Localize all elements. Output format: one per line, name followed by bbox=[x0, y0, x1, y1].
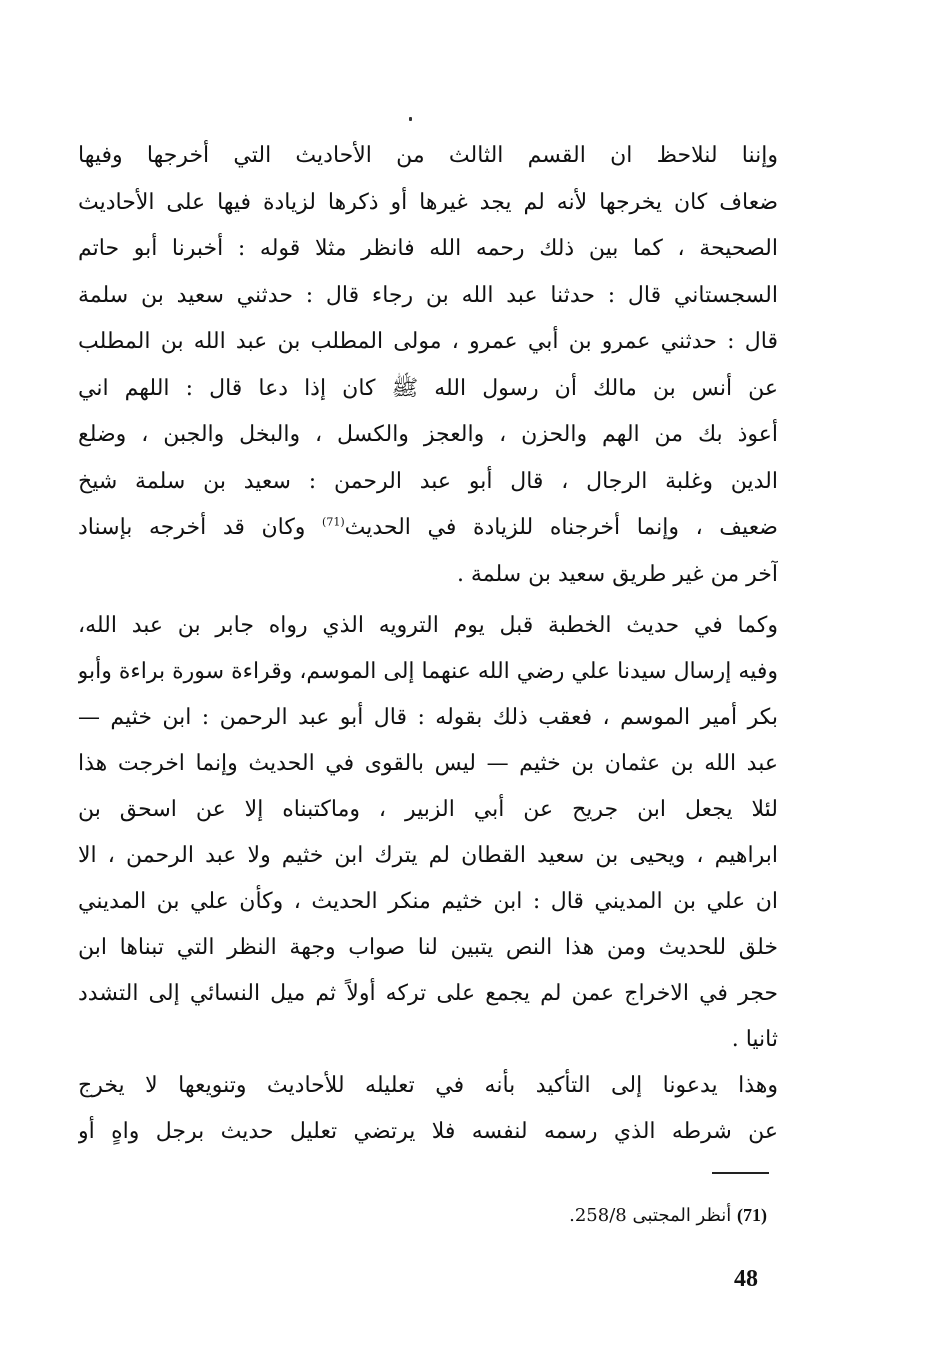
text-line: الدين وغلبة الرجال ، قال أبو عبد الرحمن : سعيد بن سلمة شيخ bbox=[78, 468, 778, 494]
text-line: ابراهيم ، ويحيى بن سعيد القطان لم يترك ابن خثيم ولا عبد الرحمن ، الا bbox=[78, 843, 778, 868]
text-line-with-footnote-ref bbox=[78, 505, 778, 552]
text-line: آخر من غير طريق سعيد بن سلمة . bbox=[456, 561, 778, 587]
text-line: بكر أمير الموسم ، فعقب ذلك بقوله : قال أبو عبد الرحمن : ابن خثيم — bbox=[78, 705, 778, 730]
text-line: ان علي بن المديني قال : ابن خثيم منكر الحديث ، وكأن علي بن المديني bbox=[78, 889, 778, 914]
paragraph-2 bbox=[78, 603, 778, 1063]
paragraph-1 bbox=[78, 133, 778, 598]
text-line: ثانيا . bbox=[731, 1027, 778, 1052]
text-line: عبد الله بن عثمان بن خثيم — ليس بالقوى في الحديث وإنما اخرجت هذا bbox=[78, 751, 778, 776]
text-line: السجستاني قال : حدثنا عبد الله بن رجاء قال : حدثني سعيد بن سلمة bbox=[78, 282, 778, 308]
text-line: الصحيحة ، كما بين ذلك رحمه الله فانظر مثلا قوله : أخبرنا أبو حاتم bbox=[78, 236, 778, 261]
text-segment: ضعيف ، وإنما أخرجناه للزيادة في الحديث bbox=[344, 515, 778, 540]
paragraph-3 bbox=[78, 1063, 778, 1155]
footnote-reference[interactable]: (71) bbox=[322, 515, 345, 529]
text-line: وإننا لنلاحظ ان القسم الثالث من الأحاديث التي أخرجها وفيها bbox=[78, 143, 778, 168]
page-number: 48 bbox=[734, 1266, 758, 1292]
footnote-number: (71) bbox=[737, 1205, 767, 1225]
text-line: وهذا يدعونا إلى التأكيد بأنه في تعليله للأحاديث وتنويعها لا يخرج bbox=[78, 1073, 778, 1098]
text-line: أعوذ بك من الهم والحزن ، والعجز والكسل ، والبخل والجبن ، وضلع bbox=[78, 422, 778, 447]
text-line: وفيه إرسال سيدنا علي رضي الله عنهما إلى الموسم، وقراءة سورة براءة وأبو bbox=[78, 659, 778, 684]
scan-speck bbox=[409, 117, 412, 121]
footnote bbox=[569, 1201, 767, 1230]
text-line: ضعاف كان يخرجها لأنه لم يجد غيرها أو ذكرها لزيادة فيها على الأحاديث bbox=[78, 189, 778, 215]
text-segment: وكان قد أخرجه بإسناد bbox=[78, 515, 323, 540]
text-line: قال : حدثني عمرو بن أبي عمرو ، مولى المطلب بن عبد الله بن المطلب bbox=[78, 329, 778, 354]
text-line: عن شرطه الذي رسمه لنفسه فلا يرتضي تعليل حديث برجل واهٍ أو bbox=[78, 1119, 778, 1144]
text-line: وكما في حديث الخطبة قبل يوم الترويه الذي رواه جابر بن عبد الله، bbox=[78, 613, 778, 638]
footnote-text: أنظر المجتبى 258/8. bbox=[569, 1205, 732, 1226]
text-line: لئلا يجعل ابن جريح عن أبي الزبير ، وماكتبناه إلا عن اسحق بن bbox=[78, 797, 778, 822]
text-line: حجر في الاخراج عمن لم يجمع على تركه أولاً ثم ميل النسائي إلى التشدد bbox=[78, 981, 778, 1006]
text-line: خلق للحديث ومن هذا النص يتبين لنا صواب وجهة النظر التي تبناها ابن bbox=[78, 935, 778, 960]
footnote-separator bbox=[712, 1172, 769, 1174]
text-line: عن أنس بن مالك أن رسول الله ﷺ كان إذا دعا قال : اللهم اني bbox=[78, 375, 778, 401]
